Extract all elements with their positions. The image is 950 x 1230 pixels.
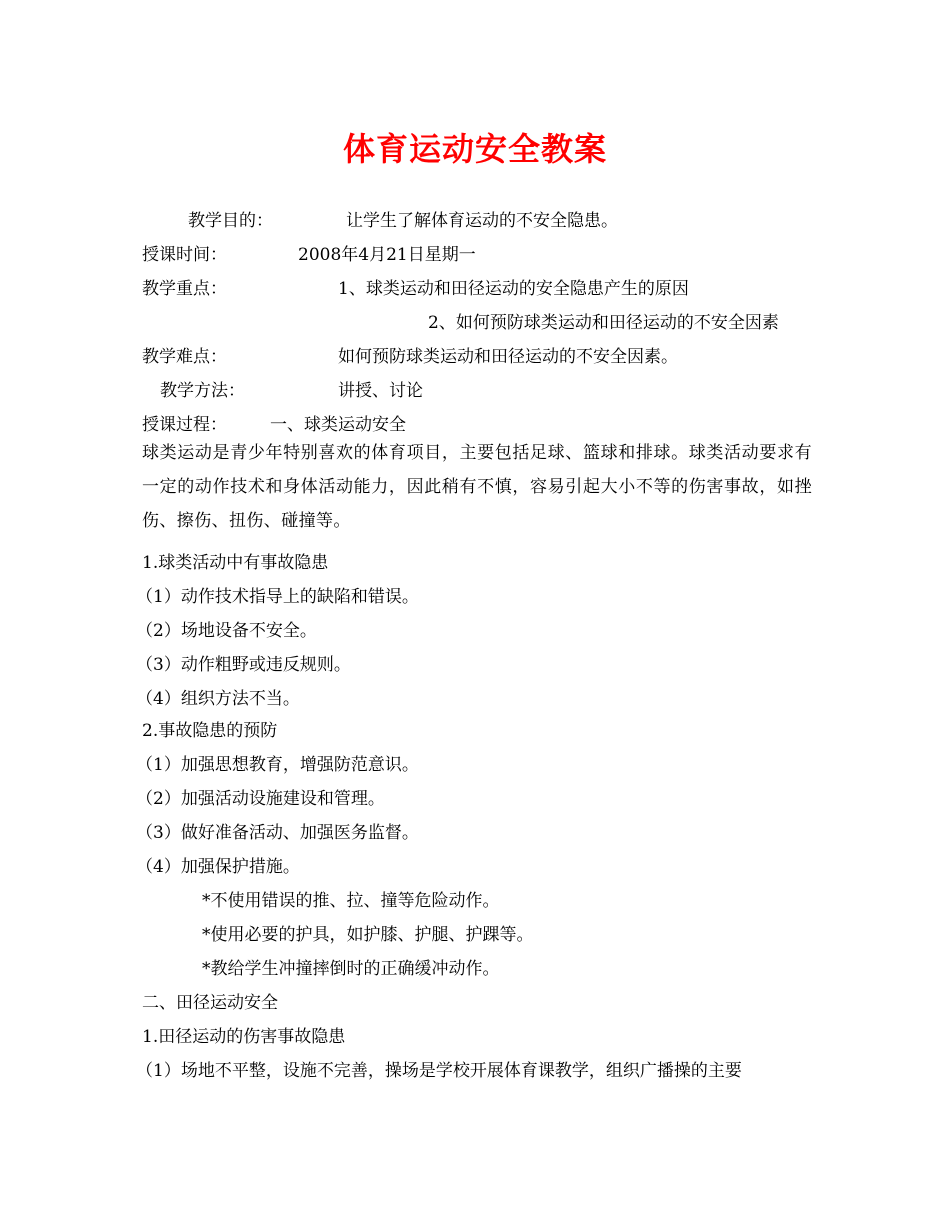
section2-item: （3）做好准备活动、加强医务监督。 xyxy=(136,823,419,843)
method-label: 教学方法： xyxy=(160,381,245,401)
section2-item: （4）加强保护措施。 xyxy=(136,857,300,877)
section2-item: （1）加强思想教育，增强防范意识。 xyxy=(136,755,419,775)
objective-label: 教学目的： xyxy=(188,211,273,231)
process-label: 授课过程： xyxy=(142,415,227,435)
key-point-label: 教学重点： xyxy=(142,279,227,299)
process-value: 一、球类运动安全 xyxy=(270,415,406,435)
section1-heading: 1.球类活动中有事故隐患 xyxy=(142,553,329,573)
difficulty-label: 教学难点： xyxy=(142,347,227,367)
part2-heading: 二、田径运动安全 xyxy=(142,993,278,1013)
key-point-value-2: 2、如何预防球类运动和田径运动的不安全因素 xyxy=(428,313,779,333)
section2-bullet: *使用必要的护具，如护膝、护腿、护踝等。 xyxy=(202,925,534,945)
section2-heading: 2.事故隐患的预防 xyxy=(142,721,278,741)
part2-sub-heading: 1.田径运动的伤害事故隐患 xyxy=(142,1027,346,1047)
part2-item: （1）场地不平整，设施不完善，操场是学校开展体育课教学，组织广播操的主要 xyxy=(136,1061,742,1081)
intro-paragraph: 球类运动是青少年特别喜欢的体育项目，主要包括足球、篮球和排球。球类活动要求有一定的动作技术和身体活动能力，因此稍有不慎，容易引起大小不等的伤害事故，如挫伤、擦伤、扭伤、碰撞等。 xyxy=(142,443,812,531)
section2-bullet: *教给学生冲撞摔倒时的正确缓冲动作。 xyxy=(202,959,500,979)
section1-item: （3）动作粗野或违反规则。 xyxy=(136,655,351,675)
method-value: 讲授、讨论 xyxy=(338,381,423,401)
objective-value: 让学生了解体育运动的不安全隐患。 xyxy=(346,211,618,231)
document-title: 体育运动安全教案 xyxy=(342,130,607,168)
section1-item: （4）组织方法不当。 xyxy=(136,689,300,709)
time-value: 2008年4月21日星期一 xyxy=(298,245,476,265)
section1-item: （2）场地设备不安全。 xyxy=(136,621,317,641)
section1-item: （1）动作技术指导上的缺陷和错误。 xyxy=(136,587,419,607)
time-label: 授课时间： xyxy=(142,245,227,265)
section2-bullet: *不使用错误的推、拉、撞等危险动作。 xyxy=(202,891,500,911)
difficulty-value: 如何预防球类运动和田径运动的不安全因素。 xyxy=(338,347,678,367)
key-point-value-1: 1、球类运动和田径运动的安全隐患产生的原因 xyxy=(338,279,689,299)
section2-item: （2）加强活动设施建设和管理。 xyxy=(136,789,385,809)
